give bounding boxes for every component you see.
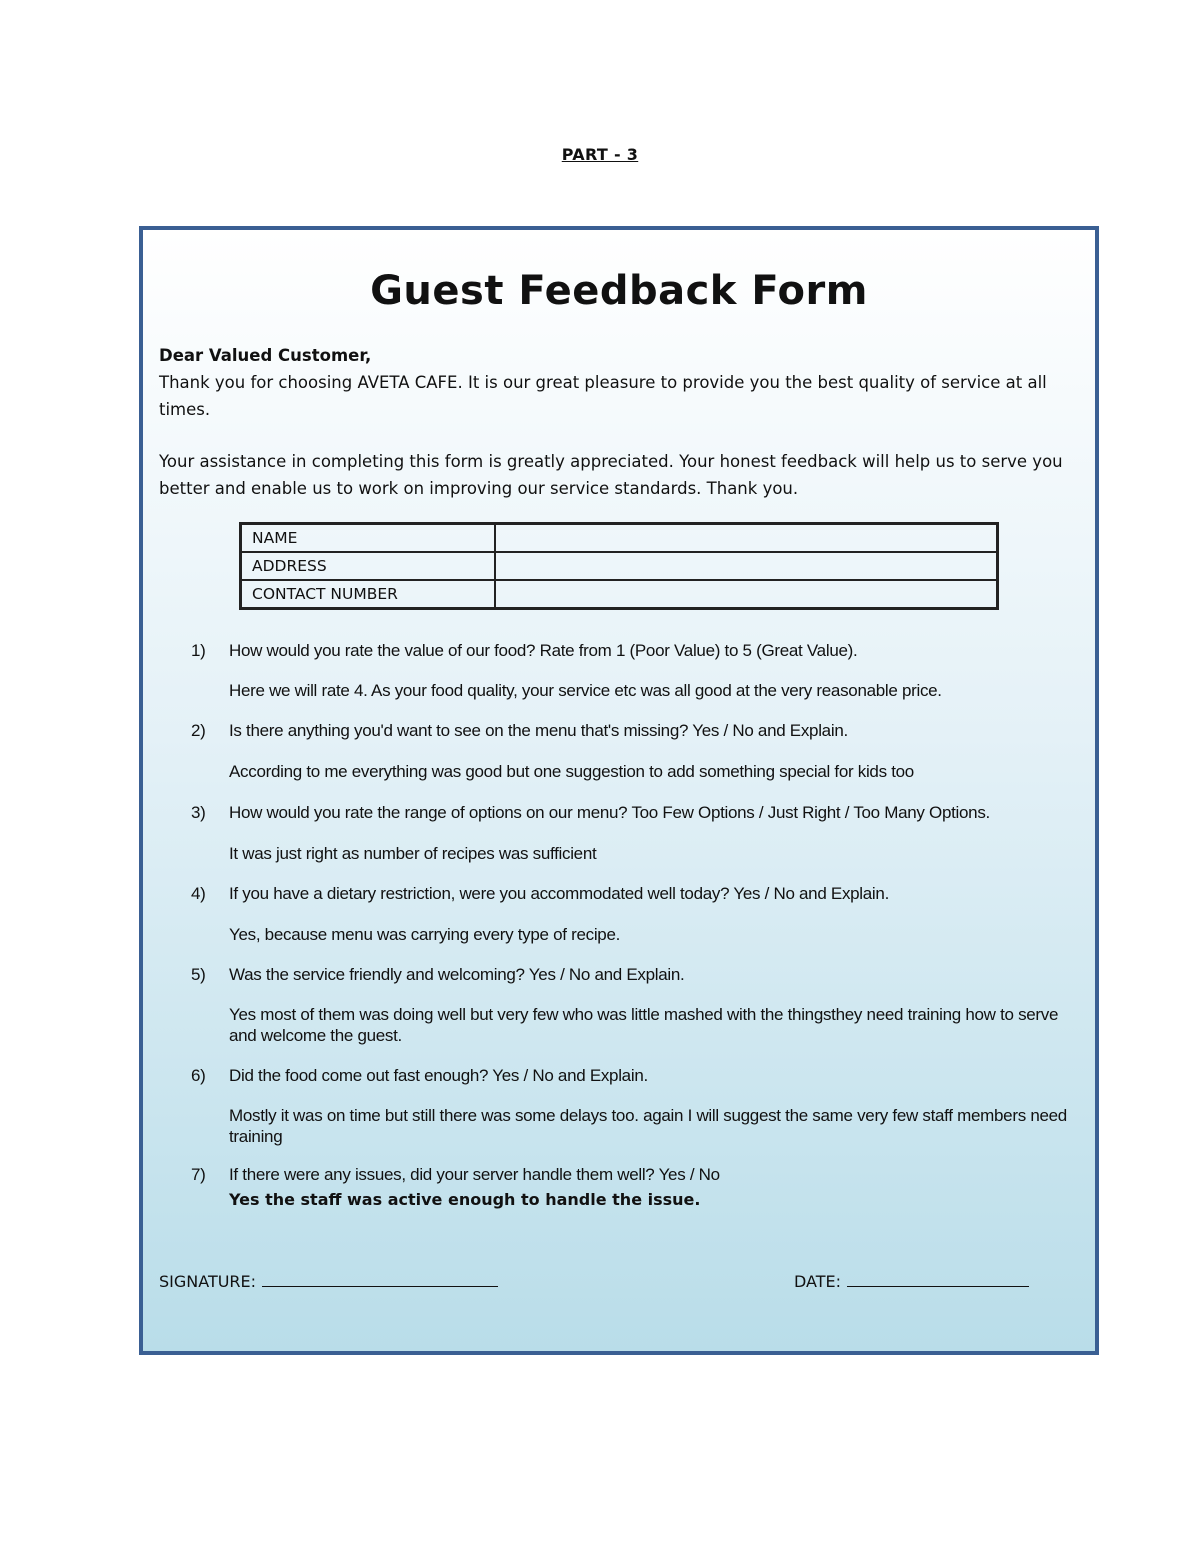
- question-number: 3): [191, 803, 206, 822]
- guest-info-table: [239, 522, 999, 610]
- address-label: ADDRESS: [241, 552, 496, 580]
- question-7: [191, 1164, 1081, 1186]
- intro-paragraph-2: Your assistance in completing this form is greatly appreciated. Your honest feedback will help us to serve you better and enable us to work on improving our service standards. Thank you.: [159, 452, 1063, 498]
- question-text: How would you rate the range of options on our menu? Too Few Options / Just Right / Too Many Options.: [229, 803, 990, 822]
- answer-3: It was just right as number of recipes was sufficient: [229, 844, 597, 863]
- question-number: 5): [191, 965, 206, 984]
- question-text: If there were any issues, did your server handle them well? Yes / No: [229, 1165, 720, 1184]
- answer-2: According to me everything was good but one suggestion to add something special for kids too: [229, 762, 914, 781]
- address-field[interactable]: [495, 552, 998, 580]
- name-field[interactable]: [495, 524, 998, 553]
- signature-block: [159, 1272, 498, 1291]
- question-text: Is there anything you'd want to see on the menu that's missing? Yes / No and Explain.: [229, 721, 848, 740]
- part-heading: PART - 3: [561, 145, 639, 164]
- question-number: 1): [191, 641, 206, 660]
- question-2: [191, 720, 1081, 742]
- question-6: [191, 1065, 1081, 1087]
- signature-line[interactable]: [262, 1272, 498, 1287]
- answer-4: Yes, because menu was carrying every type of recipe.: [229, 925, 621, 944]
- intro-text: [159, 342, 1081, 502]
- salutation: Dear Valued Customer,: [159, 346, 372, 365]
- form-title: Guest Feedback Form: [370, 268, 868, 314]
- name-label: NAME: [241, 524, 496, 553]
- contact-number-label: CONTACT NUMBER: [241, 580, 496, 609]
- intro-paragraph-1: Thank you for choosing AVETA CAFE. It is our great pleasure to provide you the best quality of service at all times.: [159, 373, 1047, 419]
- question-4: [191, 883, 1081, 905]
- question-number: 6): [191, 1066, 206, 1085]
- table-row: [241, 580, 998, 609]
- question-list: [191, 640, 1081, 1210]
- answer-1: Here we will rate 4. As your food quality, your service etc was all good at the very reasonable price.: [229, 681, 942, 700]
- question-number: 4): [191, 884, 206, 903]
- question-text: How would you rate the value of our food? Rate from 1 (Poor Value) to 5 (Great Value).: [229, 641, 858, 660]
- answer-7: Yes the staff was active enough to handle the issue.: [229, 1190, 701, 1209]
- question-text: If you have a dietary restriction, were you accommodated well today? Yes / No and Explain.: [229, 884, 889, 903]
- question-text: Did the food come out fast enough? Yes / No and Explain.: [229, 1066, 648, 1085]
- question-3: [191, 802, 1081, 824]
- table-row: [241, 524, 998, 553]
- answer-5: Yes most of them was doing well but very few who was little mashed with the thingsthey need training how to serve and welcome the guest.: [229, 1005, 1059, 1045]
- signature-label: SIGNATURE:: [159, 1272, 257, 1291]
- question-number: 7): [191, 1165, 206, 1184]
- table-row: [241, 552, 998, 580]
- feedback-form: [139, 226, 1099, 1355]
- contact-number-field[interactable]: [495, 580, 998, 609]
- question-text: Was the service friendly and welcoming? Yes / No and Explain.: [229, 965, 685, 984]
- date-block: [794, 1272, 1029, 1291]
- question-5: [191, 964, 1081, 986]
- date-line[interactable]: [847, 1272, 1029, 1287]
- question-1: [191, 640, 1081, 662]
- date-label: DATE:: [794, 1272, 842, 1291]
- question-number: 2): [191, 721, 206, 740]
- answer-6: Mostly it was on time but still there was some delays too. again I will suggest the same very few staff members need training: [229, 1106, 1067, 1146]
